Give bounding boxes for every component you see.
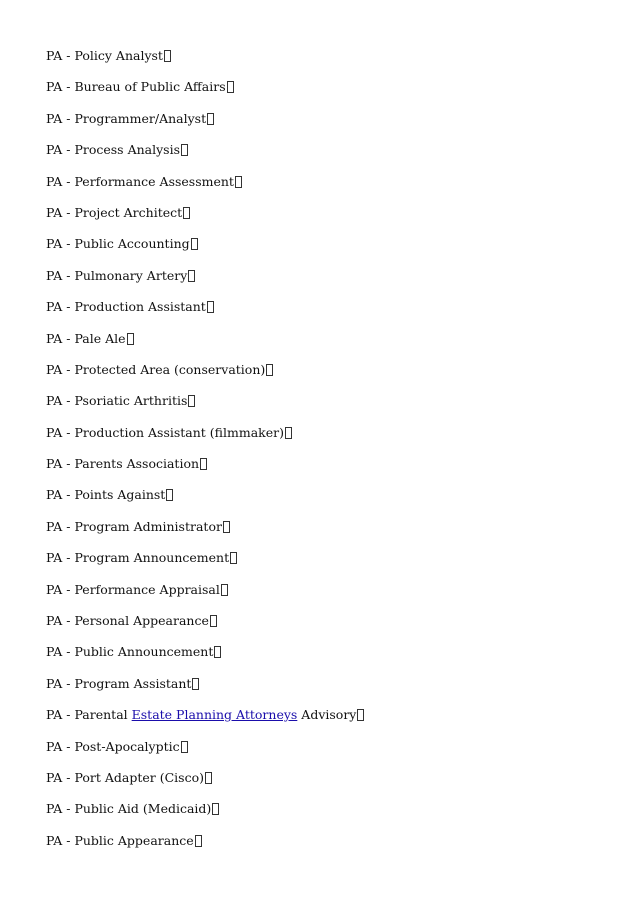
entry-text-before-link: PA - Parental bbox=[46, 707, 132, 723]
missing-glyph-icon bbox=[207, 301, 214, 313]
entry-text: PA - Performance Assessment bbox=[46, 173, 234, 189]
entry-text: PA - Performance Appraisal bbox=[46, 581, 220, 597]
list-item bbox=[46, 142, 364, 173]
entry-text: PA - Process Analysis bbox=[46, 142, 180, 158]
missing-glyph-icon bbox=[181, 741, 188, 753]
missing-glyph-icon bbox=[195, 835, 202, 847]
list-item bbox=[46, 174, 364, 205]
missing-glyph-icon bbox=[227, 81, 234, 93]
entry-text-after-link: Advisory bbox=[297, 707, 357, 723]
list-item bbox=[46, 393, 364, 424]
missing-glyph-icon bbox=[205, 772, 212, 784]
missing-glyph-icon bbox=[212, 803, 219, 815]
list-item bbox=[46, 676, 364, 707]
entry-text: PA - Pale Ale bbox=[46, 330, 126, 346]
estate-planning-attorneys-link[interactable]: Estate Planning Attorneys bbox=[131, 707, 298, 723]
missing-glyph-icon bbox=[127, 333, 134, 345]
missing-glyph-icon bbox=[207, 113, 214, 125]
missing-glyph-icon bbox=[230, 552, 237, 564]
missing-glyph-icon bbox=[235, 176, 242, 188]
entry-text: PA - Production Assistant bbox=[46, 299, 206, 315]
entry-text: PA - Post-Apocalyptic bbox=[46, 738, 180, 754]
list-item bbox=[46, 425, 364, 456]
entry-text: PA - Parents Association bbox=[46, 456, 200, 472]
list-item bbox=[46, 833, 364, 864]
list-item bbox=[46, 299, 364, 330]
missing-glyph-icon bbox=[188, 270, 195, 282]
entry-text: PA - Protected Area (conservation) bbox=[46, 361, 266, 377]
missing-glyph-icon bbox=[223, 521, 230, 533]
missing-glyph-icon bbox=[221, 584, 228, 596]
missing-glyph-icon bbox=[181, 144, 188, 156]
missing-glyph-icon bbox=[164, 50, 171, 62]
missing-glyph-icon bbox=[191, 238, 198, 250]
entry-text: PA - Public Aid (Medicaid) bbox=[46, 801, 212, 817]
entry-text: PA - Pulmonary Artery bbox=[46, 267, 188, 283]
missing-glyph-icon bbox=[192, 678, 199, 690]
missing-glyph-icon bbox=[266, 364, 273, 376]
list-item bbox=[46, 268, 364, 299]
list-item bbox=[46, 205, 364, 236]
entry-text: PA - Public Announcement bbox=[46, 644, 214, 660]
list-item bbox=[46, 48, 364, 79]
list-item bbox=[46, 770, 364, 801]
missing-glyph-icon bbox=[210, 615, 217, 627]
acronym-list bbox=[46, 48, 364, 864]
entry-text: PA - Public Appearance bbox=[46, 832, 194, 848]
missing-glyph-icon bbox=[214, 646, 221, 658]
entry-text: PA - Public Accounting bbox=[46, 236, 190, 252]
entry-text: PA - Programmer/Analyst bbox=[46, 110, 207, 126]
entry-text: PA - Program Announcement bbox=[46, 550, 230, 566]
entry-text: PA - Personal Appearance bbox=[46, 613, 209, 629]
list-item bbox=[46, 111, 364, 142]
list-item bbox=[46, 362, 364, 393]
list-item bbox=[46, 550, 364, 581]
entry-text: PA - Psoriatic Arthritis bbox=[46, 393, 188, 409]
list-item bbox=[46, 644, 364, 675]
list-item bbox=[46, 707, 364, 738]
entry-text: PA - Points Against bbox=[46, 487, 166, 503]
missing-glyph-icon bbox=[200, 458, 207, 470]
list-item bbox=[46, 582, 364, 613]
list-item bbox=[46, 739, 364, 770]
list-item bbox=[46, 236, 364, 267]
entry-text: PA - Bureau of Public Affairs bbox=[46, 79, 226, 95]
missing-glyph-icon bbox=[166, 489, 173, 501]
missing-glyph-icon bbox=[183, 207, 190, 219]
list-item bbox=[46, 519, 364, 550]
list-item bbox=[46, 487, 364, 518]
entry-text: PA - Project Architect bbox=[46, 204, 183, 220]
list-item bbox=[46, 79, 364, 110]
missing-glyph-icon bbox=[188, 395, 195, 407]
missing-glyph-icon bbox=[285, 427, 292, 439]
list-item bbox=[46, 613, 364, 644]
entry-text: PA - Port Adapter (Cisco) bbox=[46, 769, 204, 785]
entry-text: PA - Production Assistant (filmmaker) bbox=[46, 424, 284, 440]
entry-text: PA - Program Administrator bbox=[46, 518, 222, 534]
list-item bbox=[46, 331, 364, 362]
missing-glyph-icon bbox=[357, 709, 364, 721]
entry-text: PA - Policy Analyst bbox=[46, 48, 163, 63]
list-item bbox=[46, 456, 364, 487]
list-item bbox=[46, 801, 364, 832]
entry-text: PA - Program Assistant bbox=[46, 675, 192, 691]
